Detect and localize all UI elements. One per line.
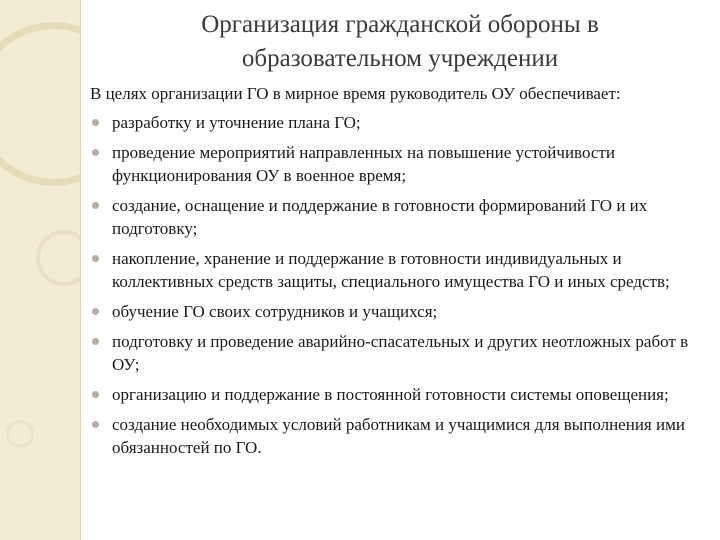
list-item [90, 383, 710, 406]
list-item-text: создание, оснащение и поддержание в готовности формирований ГО и их подготовку; [112, 196, 648, 238]
decorative-ring-small [36, 230, 81, 286]
list-item [90, 111, 710, 134]
list-item-text: накопление, хранение и поддержание в готовности индивидуальных и коллективных средств защиты, специального имущества ГО и иных средств; [112, 249, 670, 291]
bullet-dot-icon [92, 308, 99, 315]
list-item-text: разработку и уточнение плана ГО; [112, 113, 361, 132]
decorative-ring-large [0, 22, 81, 186]
slide-title-line-2: образовательном учреждении [241, 45, 559, 72]
intro-paragraph: В целях организации ГО в мирное время руководитель ОУ обеспечивает: [90, 84, 621, 103]
list-item-text: обучение ГО своих сотрудников и учащихся; [112, 302, 438, 321]
slide-title [110, 8, 690, 76]
bullet-dot-icon [92, 391, 99, 398]
slide-body [90, 82, 710, 466]
bullet-dot-icon [92, 255, 99, 262]
bullet-list [90, 111, 710, 459]
list-item [90, 141, 710, 187]
bullet-dot-icon [92, 149, 99, 156]
list-item [90, 194, 710, 240]
decorative-ring-tiny [6, 420, 34, 448]
list-item-text: создание необходимых условий работникам и учащимися для выполнения ими обязанностей по ГО. [112, 415, 685, 457]
bullet-dot-icon [92, 202, 99, 209]
list-item-text: организацию и поддержание в постоянной готовности системы оповещения; [112, 385, 669, 404]
list-item [90, 330, 710, 376]
list-item-text: проведение мероприятий направленных на повышение устойчивости функционирования ОУ в военное время; [112, 143, 615, 185]
bullet-dot-icon [92, 119, 99, 126]
decorative-side-panel [0, 0, 81, 540]
list-item [90, 247, 710, 293]
bullet-dot-icon [92, 338, 99, 345]
list-item-text: подготовку и проведение аварийно-спасательных и других неотложных работ в ОУ; [112, 332, 689, 374]
bullet-dot-icon [92, 421, 99, 428]
list-item [90, 413, 710, 459]
list-item [90, 300, 710, 323]
slide-title-line-1: Организация гражданской обороны в [201, 11, 599, 38]
